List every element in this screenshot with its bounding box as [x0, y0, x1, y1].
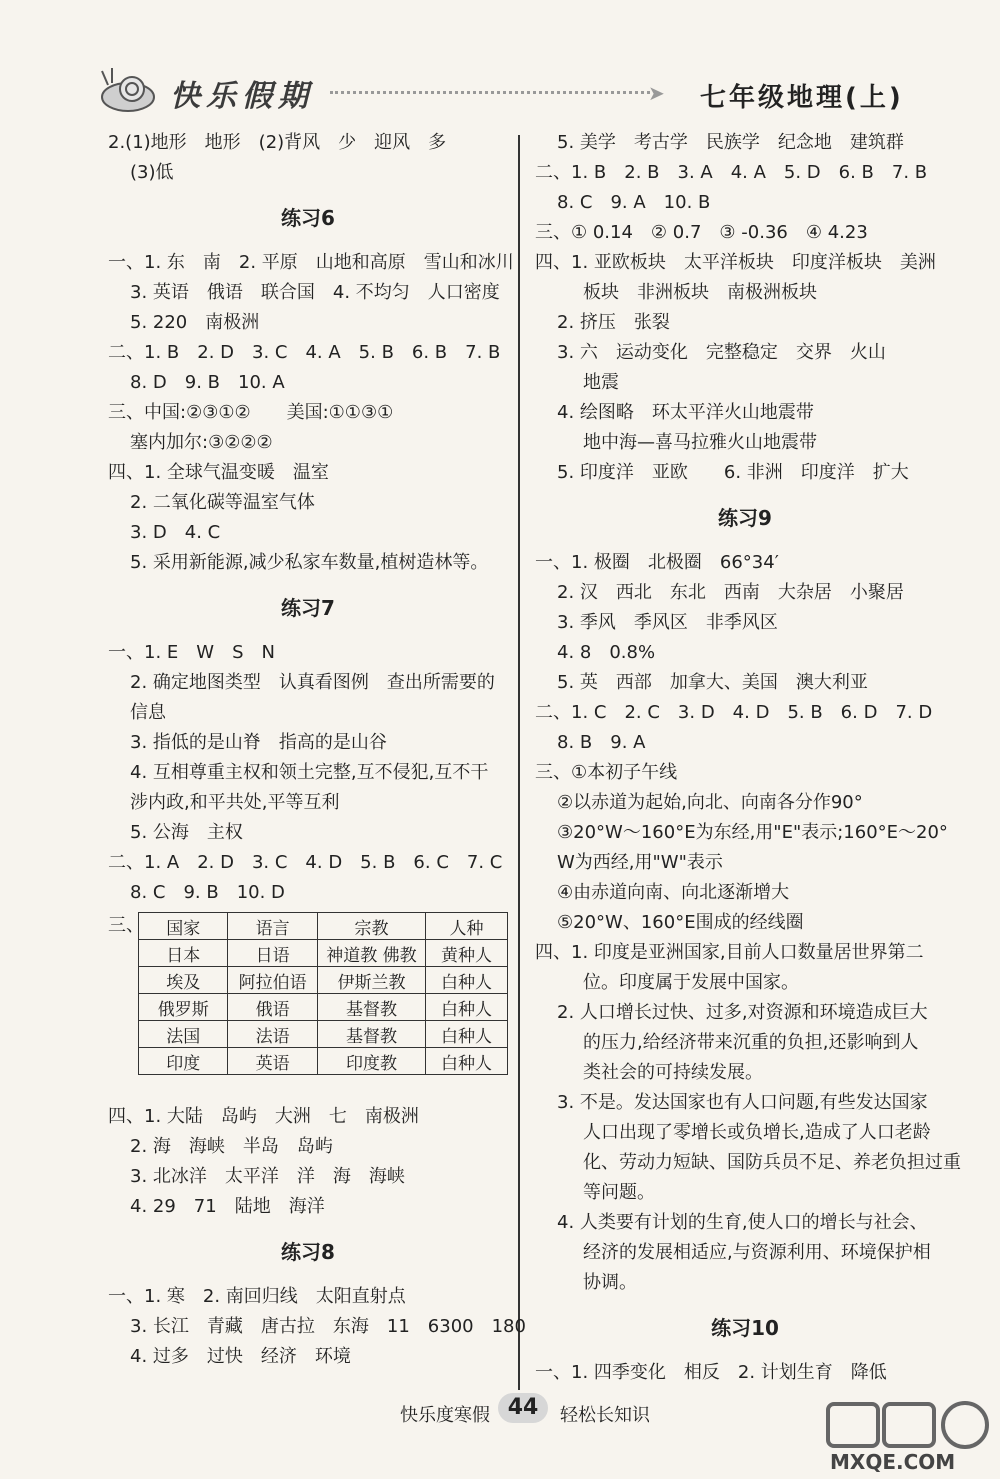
answer-line: 2. 海 海峡 半岛 岛屿	[130, 1136, 333, 1157]
answer-line: 四、1. 印度是亚洲国家,目前人口数量居世界第二	[535, 942, 924, 963]
answer-line: 经济的发展相适应,与资源利用、环境保护相	[583, 1242, 931, 1263]
exercise-6-title: 练习6	[281, 206, 335, 230]
answer-line: ④由赤道向南、向北逐渐增大	[557, 882, 790, 903]
table-cell: 俄语	[228, 994, 317, 1021]
answer-line: 4. 8 0.8%	[557, 642, 656, 663]
table-label: 三、	[108, 915, 144, 936]
answer-line: 5. 220 南极洲	[130, 312, 260, 333]
answer-line: 8. D 9. B 10. A	[130, 372, 285, 393]
answer-line: 四、1. 大陆 岛屿 大洲 七 南极洲	[108, 1106, 419, 1127]
watermark-text: MXQE.COM	[830, 1450, 956, 1474]
answer-line: 二、1. B 2. D 3. C 4. A 5. B 6. B 7. B	[108, 342, 501, 363]
answer-line: 一、1. 四季变化 相反 2. 计划生育 降低	[535, 1362, 887, 1383]
answer-line: 5. 公海 主权	[130, 822, 243, 843]
table-header-cell: 宗教	[317, 913, 425, 940]
answer-line: ⑤20°W、160°E围成的经线圈	[557, 912, 804, 933]
answer-line: 5. 英 西部 加拿大、美国 澳大利亚	[557, 672, 868, 693]
left-column	[108, 128, 526, 1372]
answer-line: 3. 不是。发达国家也有人口问题,有些发达国家	[557, 1092, 928, 1113]
table-row	[139, 994, 508, 1021]
right-column	[535, 128, 961, 1388]
answer-line: 4. 29 71 陆地 海洋	[130, 1196, 325, 1217]
answer-line: 2. 汉 西北 东北 西南 大杂居 小聚居	[557, 582, 904, 603]
answer-line: 三、①本初子午线	[535, 762, 678, 783]
answer-line: 4. 互相尊重主权和领土完整,互不侵犯,互不干	[130, 762, 489, 783]
answer-line: 8. B 9. A	[557, 732, 646, 753]
answer-line: 3. 北冰洋 太平洋 洋 海 海峡	[130, 1166, 405, 1187]
answer-line: ②以赤道为起始,向北、向南各分作90°	[557, 792, 863, 813]
answer-line: 三、中国:②③①② 美国:①①③①	[108, 402, 394, 423]
snail-mascot-icon	[96, 63, 160, 115]
table-row	[139, 1048, 508, 1075]
table-cell: 埃及	[139, 967, 228, 994]
table-row	[139, 967, 508, 994]
exercise-10-title: 练习10	[711, 1316, 779, 1340]
table-cell: 白种人	[426, 1048, 508, 1075]
answer-line: 5. 采用新能源,减少私家车数量,植树造林等。	[130, 552, 489, 573]
answer-line: 信息	[130, 702, 166, 723]
table-cell: 基督教	[317, 994, 425, 1021]
footer-left-text: 快乐度寒假	[400, 1405, 490, 1426]
answer-line: 一、1. E W S N	[108, 642, 275, 663]
answer-line: 地中海—喜马拉雅火山地震带	[583, 432, 817, 453]
table-cell: 白种人	[426, 994, 508, 1021]
answer-line: 塞内加尔:③②②②	[130, 432, 273, 453]
answer-line: 3. 季风 季风区 非季风区	[557, 612, 778, 633]
table-header-cell: 语言	[228, 913, 317, 940]
answer-line: 5. 印度洋 亚欧 6. 非洲 印度洋 扩大	[557, 462, 909, 483]
page-number: 44	[498, 1393, 548, 1423]
answer-line: 4. 绘图略 环太平洋火山地震带	[557, 402, 814, 423]
answer-line: 化、劳动力短缺、国防兵员不足、养老负担过重	[583, 1152, 961, 1173]
answer-line: ③20°W～160°E为东经,用"E"表示;160°E～20°	[557, 822, 948, 843]
table-cell: 神道教 佛教	[317, 940, 425, 967]
answer-line: 3. D 4. C	[130, 522, 221, 543]
table-cell: 日语	[228, 940, 317, 967]
answer-line: 涉内政,和平共处,平等互利	[130, 792, 340, 813]
answer-line: W为西经,用"W"表示	[557, 852, 723, 873]
answer-line: 二、1. B 2. B 3. A 4. A 5. D 6. B 7. B	[535, 162, 928, 183]
answer-line: 四、1. 亚欧板块 太平洋板块 印度洋板块 美洲	[535, 252, 936, 273]
table-cell: 基督教	[317, 1021, 425, 1048]
column-divider	[518, 135, 520, 1390]
answer-line: 三、① 0.14 ② 0.7 ③ -0.36 ④ 4.23	[535, 222, 868, 243]
country-language-table	[138, 912, 508, 1075]
table-header-row	[139, 913, 508, 940]
table-cell: 阿拉伯语	[228, 967, 317, 994]
table-cell: 印度	[139, 1048, 228, 1075]
answer-line: 位。印度属于发展中国家。	[583, 972, 799, 993]
arrow-right-icon: ➤	[648, 81, 665, 105]
table-row	[139, 1021, 508, 1048]
answer-line: 3. 六 运动变化 完整稳定 交界 火山	[557, 342, 886, 363]
answer-line: 一、1. 寒 2. 南回归线 太阳直射点	[108, 1286, 406, 1307]
answer-line: 5. 美学 考古学 民族学 纪念地 建筑群	[557, 132, 904, 153]
answer-line: 4. 人类要有计划的生育,使人口的增长与社会、	[557, 1212, 928, 1233]
table-cell: 黄种人	[426, 940, 508, 967]
table-cell: 白种人	[426, 1021, 508, 1048]
table-header-cell: 国家	[139, 913, 228, 940]
table-row	[139, 940, 508, 967]
answer-line: 4. 过多 过快 经济 环境	[130, 1346, 351, 1367]
answer-line: 3. 指低的是山脊 指高的是山谷	[130, 732, 387, 753]
answer-line: 8. C 9. A 10. B	[557, 192, 711, 213]
answer-line: 一、1. 东 南 2. 平原 山地和高原 雪山和冰川	[108, 252, 514, 273]
answer-line: 3. 英语 俄语 联合国 4. 不均匀 人口密度	[130, 282, 500, 303]
answer-line: 3. 长江 青藏 唐古拉 东海 11 6300 180	[130, 1316, 526, 1337]
answer-line: 的压力,给经济带来沉重的负担,还影响到人	[583, 1032, 919, 1053]
table-cell: 法语	[228, 1021, 317, 1048]
brand-title: 快乐假期	[170, 79, 314, 114]
answer-line: 人口出现了零增长或负增长,造成了人口老龄	[583, 1122, 931, 1143]
answer-line: 2.(1)地形 地形 (2)背风 少 迎风 多	[108, 132, 447, 153]
answer-line: 四、1. 全球气温变暖 温室	[108, 462, 329, 483]
answer-line: 一、1. 极圈 北极圈 66°34′	[535, 552, 779, 573]
table-cell: 白种人	[426, 967, 508, 994]
exercise-8-title: 练习8	[281, 1240, 335, 1264]
table-cell: 俄罗斯	[139, 994, 228, 1021]
answer-line: (3)低	[130, 162, 174, 183]
answer-line: 板块 非洲板块 南极洲板块	[583, 282, 817, 303]
table-cell: 印度教	[317, 1048, 425, 1075]
answer-line: 二、1. C 2. C 3. D 4. D 5. B 6. D 7. D	[535, 702, 933, 723]
table-cell: 英语	[228, 1048, 317, 1075]
answer-line: 地震	[583, 372, 619, 393]
answer-line: 2. 确定地图类型 认真看图例 查出所需要的	[130, 672, 495, 693]
exercise-9-title: 练习9	[718, 506, 772, 530]
answer-line: 类社会的可持续发展。	[583, 1062, 763, 1083]
page-header	[0, 55, 1000, 125]
table-cell: 日本	[139, 940, 228, 967]
footer-right-text: 轻松长知识	[560, 1405, 650, 1426]
answer-line: 8. C 9. B 10. D	[130, 882, 285, 903]
answer-line: 2. 人口增长过快、过多,对资源和环境造成巨大	[557, 1002, 928, 1023]
table-header-cell: 人种	[426, 913, 508, 940]
answer-line: 协调。	[583, 1272, 637, 1293]
table-cell: 伊斯兰教	[317, 967, 425, 994]
answer-line: 等问题。	[583, 1182, 655, 1203]
answer-line: 二、1. A 2. D 3. C 4. D 5. B 6. C 7. C	[108, 852, 503, 873]
subject-title: 七年级地理(上)	[700, 83, 904, 113]
answer-line: 2. 二氧化碳等温室气体	[130, 492, 315, 513]
answer-line: 2. 挤压 张裂	[557, 312, 670, 333]
religion-table-block	[108, 912, 508, 1102]
header-dotted-line	[330, 91, 650, 94]
table-cell: 法国	[139, 1021, 228, 1048]
exercise-7-title: 练习7	[281, 596, 335, 620]
